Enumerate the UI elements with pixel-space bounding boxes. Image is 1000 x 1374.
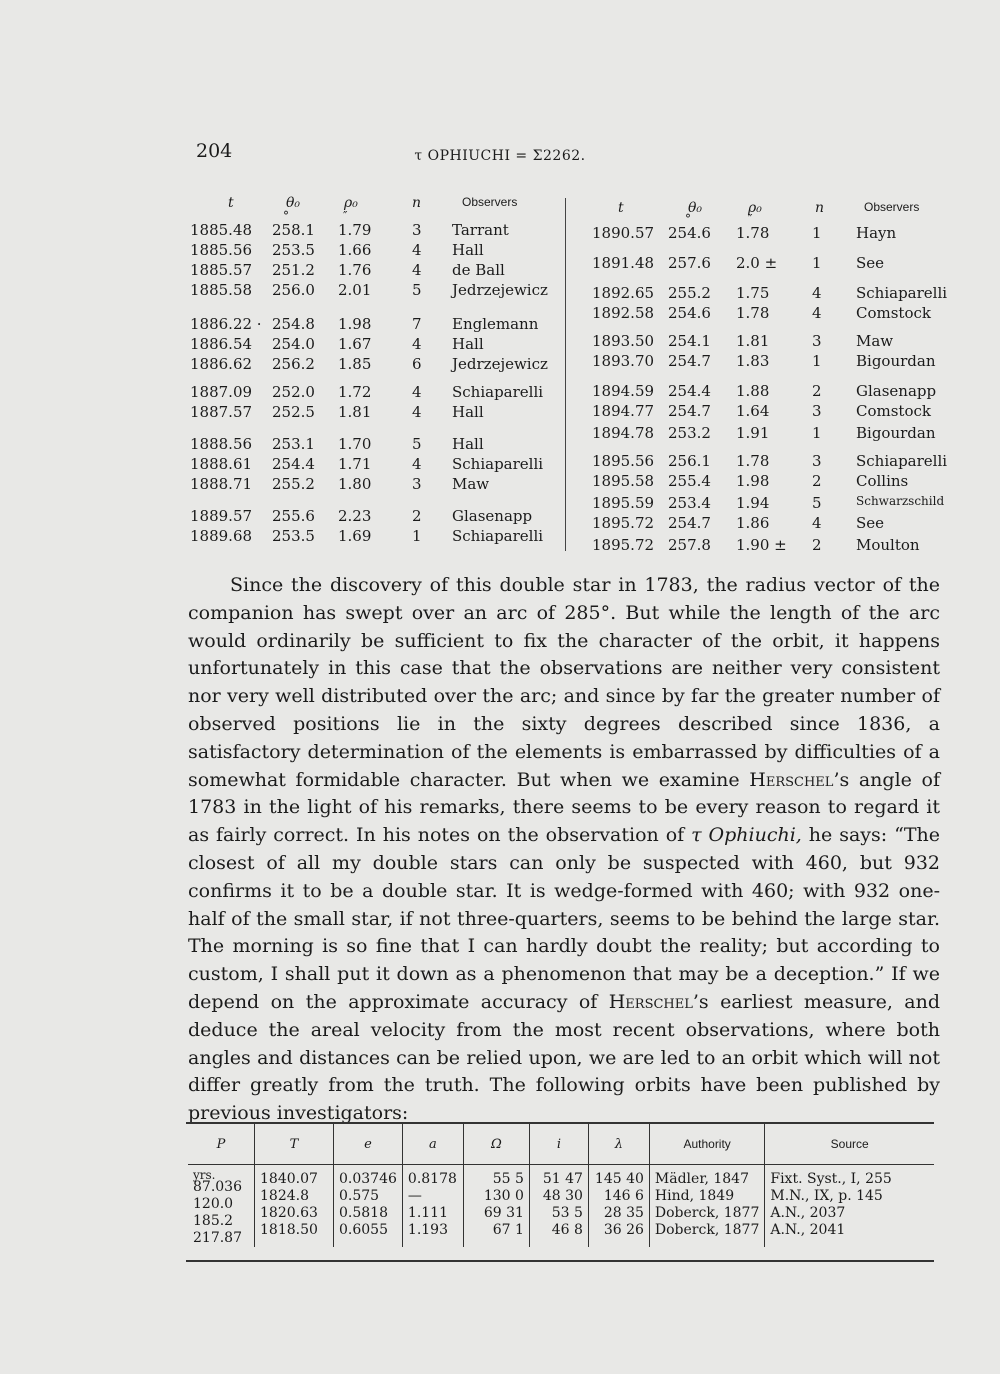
col-t: t	[618, 200, 624, 216]
cell-rho: 1.78	[736, 224, 770, 242]
cell-observer: Comstock	[856, 402, 931, 420]
cell-date: 1895.58	[592, 472, 655, 490]
cell-observer: Schiaparelli	[452, 383, 544, 401]
cell-date: 1892.65	[592, 284, 655, 302]
cell-observer: Glasenapp	[452, 507, 533, 525]
cell-rho: 1.79	[338, 221, 372, 239]
cell-observer: See	[856, 254, 885, 272]
cell-rho: 1.85	[338, 355, 372, 373]
cell-date: 1895.72	[592, 514, 655, 532]
cell-observer: Moulton	[856, 536, 920, 554]
cell-theta: 256.2	[272, 355, 315, 373]
orbit-value-P: 217.87	[193, 1230, 242, 1246]
cell-theta: 254.7	[668, 352, 711, 370]
cell-theta: 254.7	[668, 402, 711, 420]
cell-theta: 254.1	[668, 332, 711, 350]
cell-e	[334, 1165, 403, 1248]
orbit-value-i: 51 47	[542, 1171, 583, 1187]
cell-observer: Jedrzejewicz	[452, 355, 548, 373]
header-a: a	[402, 1124, 463, 1165]
cell-observer: Bigourdan	[856, 352, 936, 370]
cell-n: 7	[412, 315, 422, 333]
cell-observer: Jedrzejewicz	[452, 281, 548, 299]
cell-i	[529, 1165, 588, 1248]
cell-date: 1885.57	[190, 261, 253, 279]
cell-theta: 255.4	[668, 472, 711, 490]
orbit-value-a: 1.111	[407, 1205, 448, 1221]
cell-theta: 254.7	[668, 514, 711, 532]
name-herschel: Herschel	[608, 990, 693, 1013]
cell-source	[765, 1165, 934, 1248]
cell-rho: 1.66	[338, 241, 372, 259]
text-run: Since the discovery of this double star in 1783, the radius vector of the companion has swept over an arc of 285°. But while the length of the arc would ordinarily be sufficient to fix the character of the orbit, it happens unfortunately in this case that the observations are neither very consistent nor very well distributed over the arc; and since by far the greater number of observed positions lie in the sixty degrees described since 1836, a satisfactory determination of the elements is embarrassed by difficulties of a somewhat formidable character. But when we examine	[188, 574, 940, 791]
observations-table-left	[190, 195, 560, 555]
body-paragraph	[188, 572, 940, 1128]
cell-theta: 258.1	[272, 221, 315, 239]
orbit-value-source: Fixt. Syst., I, 255	[770, 1171, 892, 1187]
cell-n: 3	[812, 402, 822, 420]
orbit-value-authority: Mädler, 1847	[654, 1171, 749, 1187]
cell-authority	[649, 1165, 764, 1248]
cell-rho: 2.01	[338, 281, 372, 299]
orbit-value-i: 53 5	[551, 1205, 583, 1221]
cell-observer: Schiaparelli	[452, 527, 544, 545]
column-divider	[565, 198, 566, 551]
cell-observer: Maw	[452, 475, 490, 493]
cell-n: 5	[412, 281, 422, 299]
cell-theta: 257.8	[668, 536, 711, 554]
cell-n: 2	[812, 536, 822, 554]
arcsec-mark: ″	[343, 209, 348, 223]
cell-date: 1895.56	[592, 452, 655, 470]
text-run: ’s angle of 1783 in the light of his remarks, there seems to be every reason to regard it as fairly correct. In his notes on the observation of	[188, 768, 940, 847]
cell-date: 1886.62	[190, 355, 253, 373]
orbit-value-authority: Doberck, 1877	[654, 1205, 760, 1221]
orbit-value-lambda: 36 26	[603, 1222, 644, 1238]
cell-observer: Glasenapp	[856, 382, 937, 400]
cell-theta: 254.6	[668, 224, 711, 242]
cell-n: 4	[412, 241, 422, 259]
cell-n: 5	[812, 494, 822, 512]
cell-theta: 254.0	[272, 335, 315, 353]
cell-rho: 1.91	[736, 424, 770, 442]
cell-n: 3	[812, 452, 822, 470]
orbit-value-e: 0.6055	[339, 1222, 388, 1238]
cell-date: 1885.48	[190, 221, 253, 239]
orbit-value-P: 87.036	[193, 1179, 242, 1195]
orbit-value-node: 67 1	[492, 1222, 524, 1238]
orbit-value-T: 1824.8	[260, 1188, 309, 1204]
cell-date: 1891.48	[592, 254, 655, 272]
cell-n: 2	[812, 382, 822, 400]
orbit-value-e: 0.575	[339, 1188, 380, 1204]
orbit-value-i: 48 30	[542, 1188, 583, 1204]
cell-observer: Schwarzschild	[856, 494, 945, 508]
cell-n: 4	[412, 261, 422, 279]
cell-n: 1	[412, 527, 422, 545]
orbit-value-a: —	[407, 1188, 422, 1204]
col-rho: ρ₀	[344, 195, 358, 211]
orbit-value-T: 1820.63	[260, 1205, 318, 1221]
col-t: t	[228, 195, 234, 211]
header-T: T	[255, 1124, 334, 1165]
observations-table-right	[572, 200, 952, 560]
cell-n: 3	[412, 221, 422, 239]
header-node: Ω	[463, 1124, 529, 1165]
cell-date: 1888.71	[190, 475, 253, 493]
cell-rho: 1.81	[736, 332, 770, 350]
cell-theta: 255.2	[272, 475, 315, 493]
orbit-value-source: A.N., 2037	[770, 1205, 846, 1221]
cell-rho: 1.70	[338, 435, 372, 453]
cell-rho: 1.98	[338, 315, 372, 333]
cell-rho: 1.64	[736, 402, 770, 420]
cell-rho: 1.69	[338, 527, 372, 545]
col-rho: ρ₀	[748, 200, 762, 216]
cell-n: 4	[412, 335, 422, 353]
cell-observer: Hall	[452, 435, 484, 453]
header-authority: Authority	[649, 1124, 764, 1165]
orbits-table	[188, 1124, 934, 1247]
orbit-value-P: 185.2	[193, 1213, 234, 1229]
orbit-value-T: 1840.07	[260, 1171, 318, 1187]
orbit-value-lambda: 28 35	[603, 1205, 644, 1221]
cell-n: 1	[812, 224, 822, 242]
orbit-value-node: 55 5	[492, 1171, 524, 1187]
cell-a	[402, 1165, 463, 1248]
running-head: τ OPHIUCHI = Σ2262.	[414, 148, 586, 164]
cell-rho: 1.67	[338, 335, 372, 353]
cell-node	[463, 1165, 529, 1248]
orbit-value-node: 130 0	[483, 1188, 524, 1204]
cell-theta: 256.0	[272, 281, 315, 299]
col-n: n	[815, 200, 825, 216]
header-P: P	[188, 1124, 255, 1165]
cell-observer: Schiaparelli	[856, 452, 948, 470]
cell-rho: 1.83	[736, 352, 770, 370]
col-n: n	[412, 195, 422, 211]
cell-observer: Hayn	[856, 224, 897, 242]
cell-theta: 254.8	[272, 315, 315, 333]
cell-date: 1888.56	[190, 435, 253, 453]
cell-date: 1894.59	[592, 382, 655, 400]
col-observers: Observers	[864, 200, 920, 214]
cell-n: 4	[812, 284, 822, 302]
cell-theta: 253.5	[272, 527, 315, 545]
orbit-value-a: 1.193	[407, 1222, 448, 1238]
page-number: 204	[196, 140, 233, 162]
orbit-value-a: 0.8178	[407, 1171, 457, 1187]
cell-n: 1	[812, 254, 822, 272]
cell-n: 2	[812, 472, 822, 490]
cell-n: 4	[412, 455, 422, 473]
cell-date: 1885.56	[190, 241, 253, 259]
cell-n: 5	[412, 435, 422, 453]
table-row	[188, 1165, 934, 1248]
cell-date: 1895.72	[592, 536, 655, 554]
cell-n: 4	[412, 383, 422, 401]
cell-theta: 254.4	[272, 455, 315, 473]
cell-observer: Schiaparelli	[856, 284, 948, 302]
cell-rho: 1.71	[338, 455, 372, 473]
cell-observer: de Ball	[452, 261, 505, 279]
cell-observer: Hall	[452, 335, 484, 353]
cell-theta: 253.2	[668, 424, 711, 442]
cell-rho: 2.23	[338, 507, 372, 525]
cell-observer: Comstock	[856, 304, 931, 322]
orbit-value-node: 69 31	[483, 1205, 524, 1221]
col-theta: θ₀	[286, 195, 301, 211]
header-lambda: λ	[588, 1124, 649, 1165]
cell-theta: 252.0	[272, 383, 315, 401]
cell-rho: 1.78	[736, 304, 770, 322]
orbit-value-e: 0.5818	[339, 1205, 388, 1221]
cell-rho: 1.88	[736, 382, 770, 400]
orbit-value-lambda: 146 6	[603, 1188, 644, 1204]
cell-date: 1892.58	[592, 304, 655, 322]
cell-date: 1895.59	[592, 494, 655, 512]
cell-rho: 2.0 ±	[736, 254, 778, 272]
cell-observer: Schiaparelli	[452, 455, 544, 473]
orbit-value-P: 120.0	[193, 1196, 234, 1212]
unit-years: yrs.	[193, 1168, 216, 1182]
cell-date: 1893.50	[592, 332, 655, 350]
name-herschel: Herschel	[749, 768, 834, 791]
cell-rho: 1.78	[736, 452, 770, 470]
text-run: ’s earliest measure, and deduce the areal velocity from the most recent observations, where both angles and distances can be relied upon, we are led to an orbit which will not differ greatly from the truth. The following orbits have been published by previous investigators:	[188, 990, 940, 1125]
cell-P	[188, 1165, 255, 1248]
arcsec-mark: ″	[748, 212, 753, 226]
degree-mark: °	[283, 209, 289, 223]
orbit-value-authority: Hind, 1849	[654, 1188, 735, 1204]
cell-n: 2	[412, 507, 422, 525]
cell-date: 1889.57	[190, 507, 253, 525]
cell-date: 1889.68	[190, 527, 253, 545]
cell-date: 1890.57	[592, 224, 655, 242]
cell-rho: 1.72	[338, 383, 372, 401]
cell-observer: Hall	[452, 241, 484, 259]
cell-observer: See	[856, 514, 885, 532]
cell-observer: Maw	[856, 332, 894, 350]
cell-rho: 1.76	[338, 261, 372, 279]
cell-theta: 253.4	[668, 494, 711, 512]
cell-date: 1886.54	[190, 335, 253, 353]
cell-rho: 1.98	[736, 472, 770, 490]
text-run: he says: “The closest of all my double stars can only be suspected with 460, but 932 confirms it to be a double star. It is wedge-formed with 460; with 932 one-half of the small star, if not three-quarters, seems to be behind the large star. The morning is so fine that I can hardly doubt the reality; but according to custom, I shall put it down as a phenomenon that may be a deception.” If we depend on the approximate accuracy of	[188, 824, 940, 1013]
cell-theta: 253.1	[272, 435, 315, 453]
orbit-value-T: 1818.50	[260, 1222, 318, 1238]
col-theta: θ₀	[688, 200, 703, 216]
cell-n: 3	[812, 332, 822, 350]
header-e: e	[334, 1124, 403, 1165]
cell-date: 1886.22 ·	[190, 315, 262, 333]
cell-date: 1894.78	[592, 424, 655, 442]
cell-n: 4	[412, 403, 422, 421]
cell-T	[255, 1165, 334, 1248]
cell-n: 1	[812, 352, 822, 370]
cell-observer: Hall	[452, 403, 484, 421]
cell-theta: 253.5	[272, 241, 315, 259]
cell-date: 1893.70	[592, 352, 655, 370]
cell-theta: 256.1	[668, 452, 711, 470]
cell-lambda	[588, 1165, 649, 1248]
cell-rho: 1.81	[338, 403, 372, 421]
orbit-value-source: M.N., IX, p. 145	[770, 1188, 883, 1204]
cell-theta: 257.6	[668, 254, 711, 272]
header-source: Source	[765, 1124, 934, 1165]
header-i: i	[529, 1124, 588, 1165]
cell-theta: 255.2	[668, 284, 711, 302]
orbit-value-source: A.N., 2041	[770, 1222, 846, 1238]
cell-theta: 254.6	[668, 304, 711, 322]
degree-mark: °	[685, 212, 691, 226]
orbit-value-authority: Doberck, 1877	[654, 1222, 760, 1238]
orbit-value-e: 0.03746	[339, 1171, 397, 1187]
cell-n: 1	[812, 424, 822, 442]
cell-theta: 251.2	[272, 261, 315, 279]
cell-n: 3	[412, 475, 422, 493]
cell-rho: 1.94	[736, 494, 770, 512]
col-observers: Observers	[462, 195, 518, 209]
cell-n: 4	[812, 514, 822, 532]
cell-theta: 255.6	[272, 507, 315, 525]
cell-rho: 1.90 ±	[736, 536, 787, 554]
cell-observer: Tarrant	[452, 221, 509, 239]
cell-date: 1888.61	[190, 455, 253, 473]
cell-observer: Collins	[856, 472, 909, 490]
cell-rho: 1.80	[338, 475, 372, 493]
cell-theta: 254.4	[668, 382, 711, 400]
cell-date: 1885.58	[190, 281, 253, 299]
orbit-value-lambda: 145 40	[594, 1171, 644, 1187]
cell-rho: 1.75	[736, 284, 770, 302]
cell-observer: Bigourdan	[856, 424, 936, 442]
cell-date: 1887.57	[190, 403, 253, 421]
cell-rho: 1.86	[736, 514, 770, 532]
cell-date: 1894.77	[592, 402, 655, 420]
cell-theta: 252.5	[272, 403, 315, 421]
star-name: τ Ophiuchi,	[691, 824, 802, 847]
cell-n: 6	[412, 355, 422, 373]
cell-date: 1887.09	[190, 383, 253, 401]
cell-n: 4	[812, 304, 822, 322]
orbit-value-i: 46 8	[551, 1222, 583, 1238]
cell-observer: Englemann	[452, 315, 539, 333]
